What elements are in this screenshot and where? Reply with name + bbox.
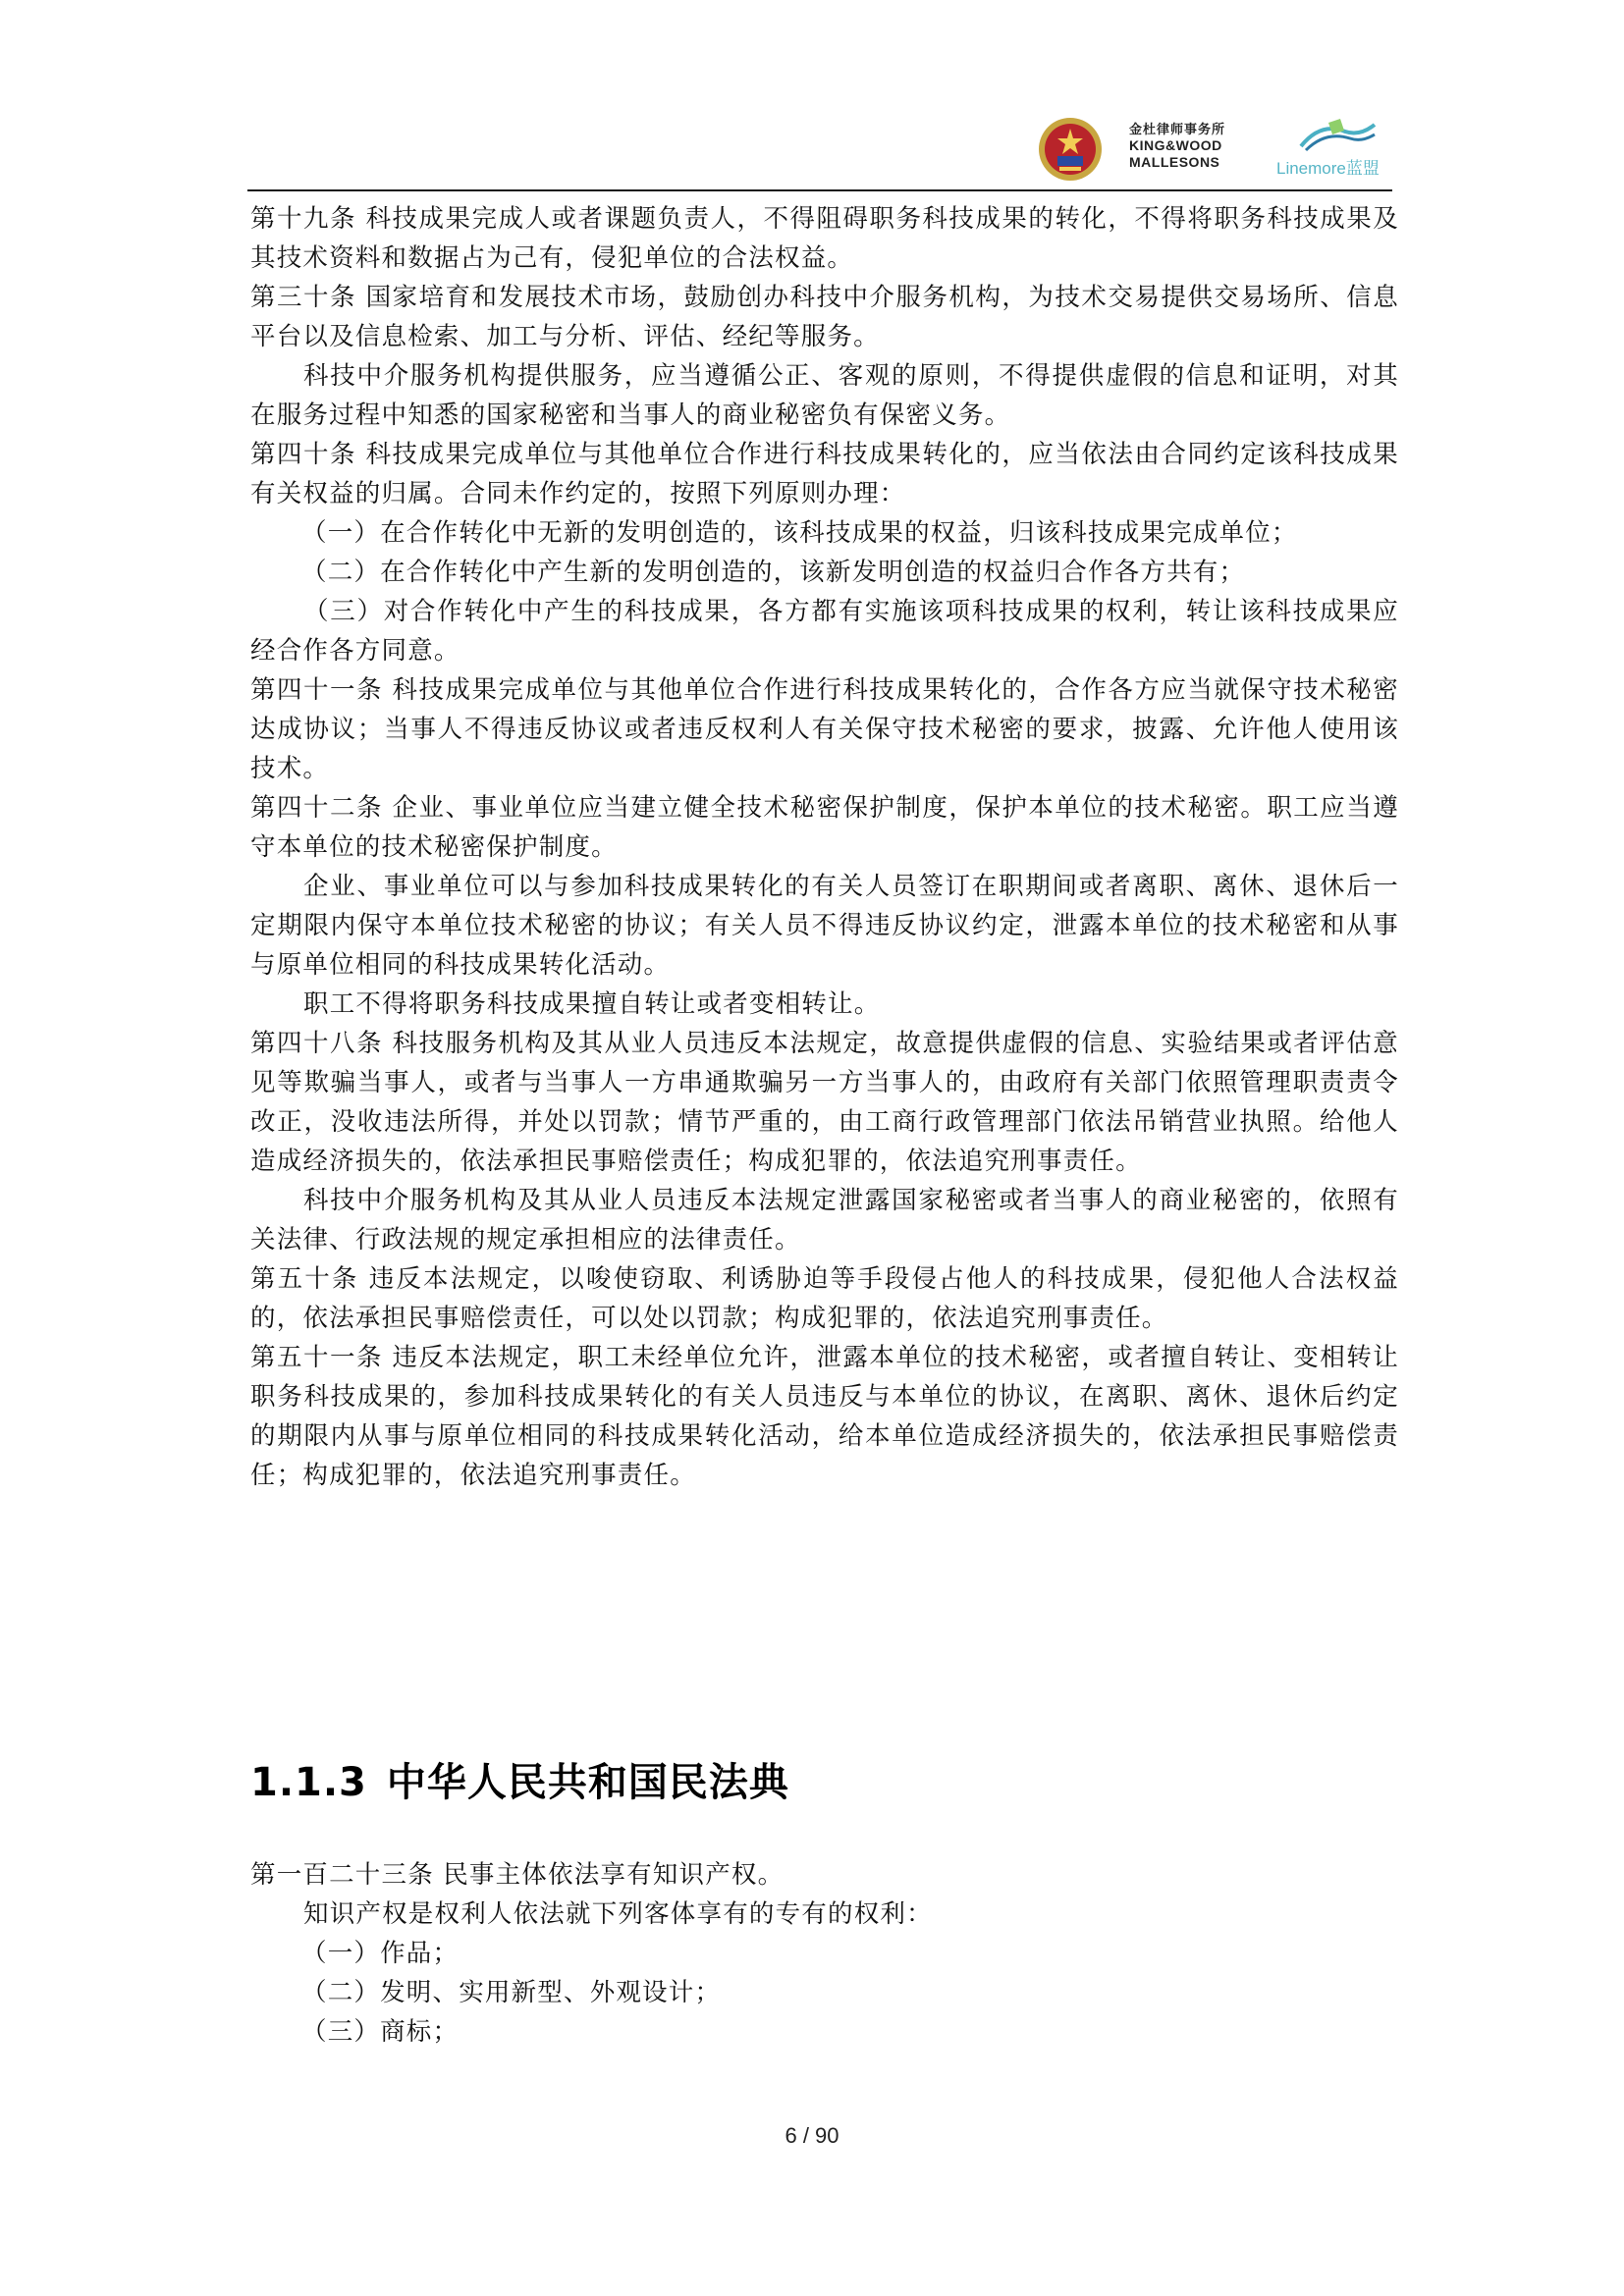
article-42-para-2: 企业、事业单位可以与参加科技成果转化的有关人员签订在职期间或者离职、离休、退休后一定期限内保守本单位技术秘密的协议；有关人员不得违反协议约定，泄露本单位的技术秘密和从事与原单位相同的科技成果转化活动。 — [250, 872, 1399, 980]
article-42-para-3: 职工不得将职务科技成果擅自转让或者变相转让。 — [303, 989, 881, 1019]
procuratorate-emblem-icon — [1036, 115, 1105, 184]
article-50: 第五十条 违反本法规定，以唆使窃取、利诱胁迫等手段侵占他人的科技成果，侵犯他人合法权益的，依法承担民事赔偿责任，可以处以罚款；构成犯罪的，依法追究刑事责任。 — [250, 1264, 1399, 1333]
article-41: 第四十一条 科技成果完成单位与其他单位合作进行科技成果转化的，合作各方应当就保守技术秘密达成协议；当事人不得违反协议或者违反权利人有关保守技术秘密的要求，披露、允许他人使用该技术。 — [250, 675, 1399, 783]
header-logos — [1036, 113, 1429, 191]
document-body — [250, 199, 1399, 1495]
kwm-logo-en-line1: KING&WOOD — [1129, 137, 1222, 153]
article-123-item-2: （二）发明、实用新型、外观设计； — [301, 1978, 722, 2007]
linemore-logo — [1276, 117, 1409, 186]
section-title: 中华人民共和国民法典 — [386, 1760, 789, 1805]
kwm-logo — [1129, 123, 1276, 169]
article-40: 第四十条 科技成果完成单位与其他单位合作进行科技成果转化的，应当依法由合同约定该科技成果有关权益的归属。合同未作约定的，按照下列原则办理： — [250, 440, 1399, 508]
article-40-item-3: （三）对合作转化中产生的科技成果，各方都有实施该项科技成果的权利，转让该科技成果应经合作各方同意。 — [250, 597, 1399, 666]
article-48-para-2: 科技中介服务机构及其从业人员违反本法规定泄露国家秘密或者当事人的商业秘密的，依照有关法律、行政法规的规定承担相应的法律责任。 — [250, 1186, 1399, 1255]
article-51: 第五十一条 违反本法规定，职工未经单位允许，泄露本单位的技术秘密，或者擅自转让、变相转让职务科技成果的，参加科技成果转化的有关人员违反与本单位的协议，在离职、离休、退休后约定的期限内从事与原单位相同的科技成果转化活动，给本单位造成经济损失的，依法承担民事赔偿责任；构成犯罪的，依法追究刑事责任。 — [250, 1343, 1399, 1490]
article-123-item-1: （一）作品； — [301, 1939, 460, 1968]
header-divider — [247, 189, 1392, 191]
kwm-logo-cn: 金杜律师事务所 — [1129, 122, 1226, 136]
article-19: 第十九条 科技成果完成人或者课题负责人，不得阻碍职务科技成果的转化，不得将职务科技成果及其技术资料和数据占为己有，侵犯单位的合法权益。 — [250, 204, 1399, 273]
article-123-para-2: 知识产权是权利人依法就下列客体享有的专有的权利： — [303, 1899, 933, 1929]
page-number: 6 / 90 — [785, 2123, 839, 2148]
article-123-item-3: （三）商标； — [301, 2017, 460, 2047]
article-40-item-2: （二）在合作转化中产生新的发明创造的，该新发明创造的权益归合作各方共有； — [301, 558, 1246, 587]
linemore-logo-text: Linemore蓝盟 — [1276, 159, 1380, 178]
section-heading — [250, 1751, 789, 1807]
article-42: 第四十二条 企业、事业单位应当建立健全技术秘密保护制度，保护本单位的技术秘密。职工应当遵守本单位的技术秘密保护制度。 — [250, 793, 1399, 862]
document-body-civil-code — [250, 1855, 1399, 2052]
section-number: 1.1.3 — [250, 1760, 367, 1805]
kwm-logo-en-line2: MALLESONS — [1129, 154, 1220, 170]
article-123: 第一百二十三条 民事主体依法享有知识产权。 — [250, 1860, 785, 1890]
article-48: 第四十八条 科技服务机构及其从业人员违反本法规定，故意提供虚假的信息、实验结果或者评估意见等欺骗当事人，或者与当事人一方串通欺骗另一方当事人的，由政府有关部门依照管理职责责令改正，没收违法所得，并处以罚款；情节严重的，由工商行政管理部门依法吊销营业执照。给他人造成经济损失的，依法承担民事赔偿责任；构成犯罪的，依法追究刑事责任。 — [250, 1029, 1399, 1176]
linemore-wave-icon — [1291, 117, 1380, 156]
article-30: 第三十条 国家培育和发展技术市场，鼓励创办科技中介服务机构，为技术交易提供交易场所、信息平台以及信息检索、加工与分析、评估、经纪等服务。 — [250, 283, 1399, 351]
article-40-item-1: （一）在合作转化中无新的发明创造的，该科技成果的权益，归该科技成果完成单位； — [301, 518, 1298, 548]
article-30-para-2: 科技中介服务机构提供服务，应当遵循公正、客观的原则，不得提供虚假的信息和证明，对其在服务过程中知悉的国家秘密和当事人的商业秘密负有保密义务。 — [250, 361, 1399, 430]
